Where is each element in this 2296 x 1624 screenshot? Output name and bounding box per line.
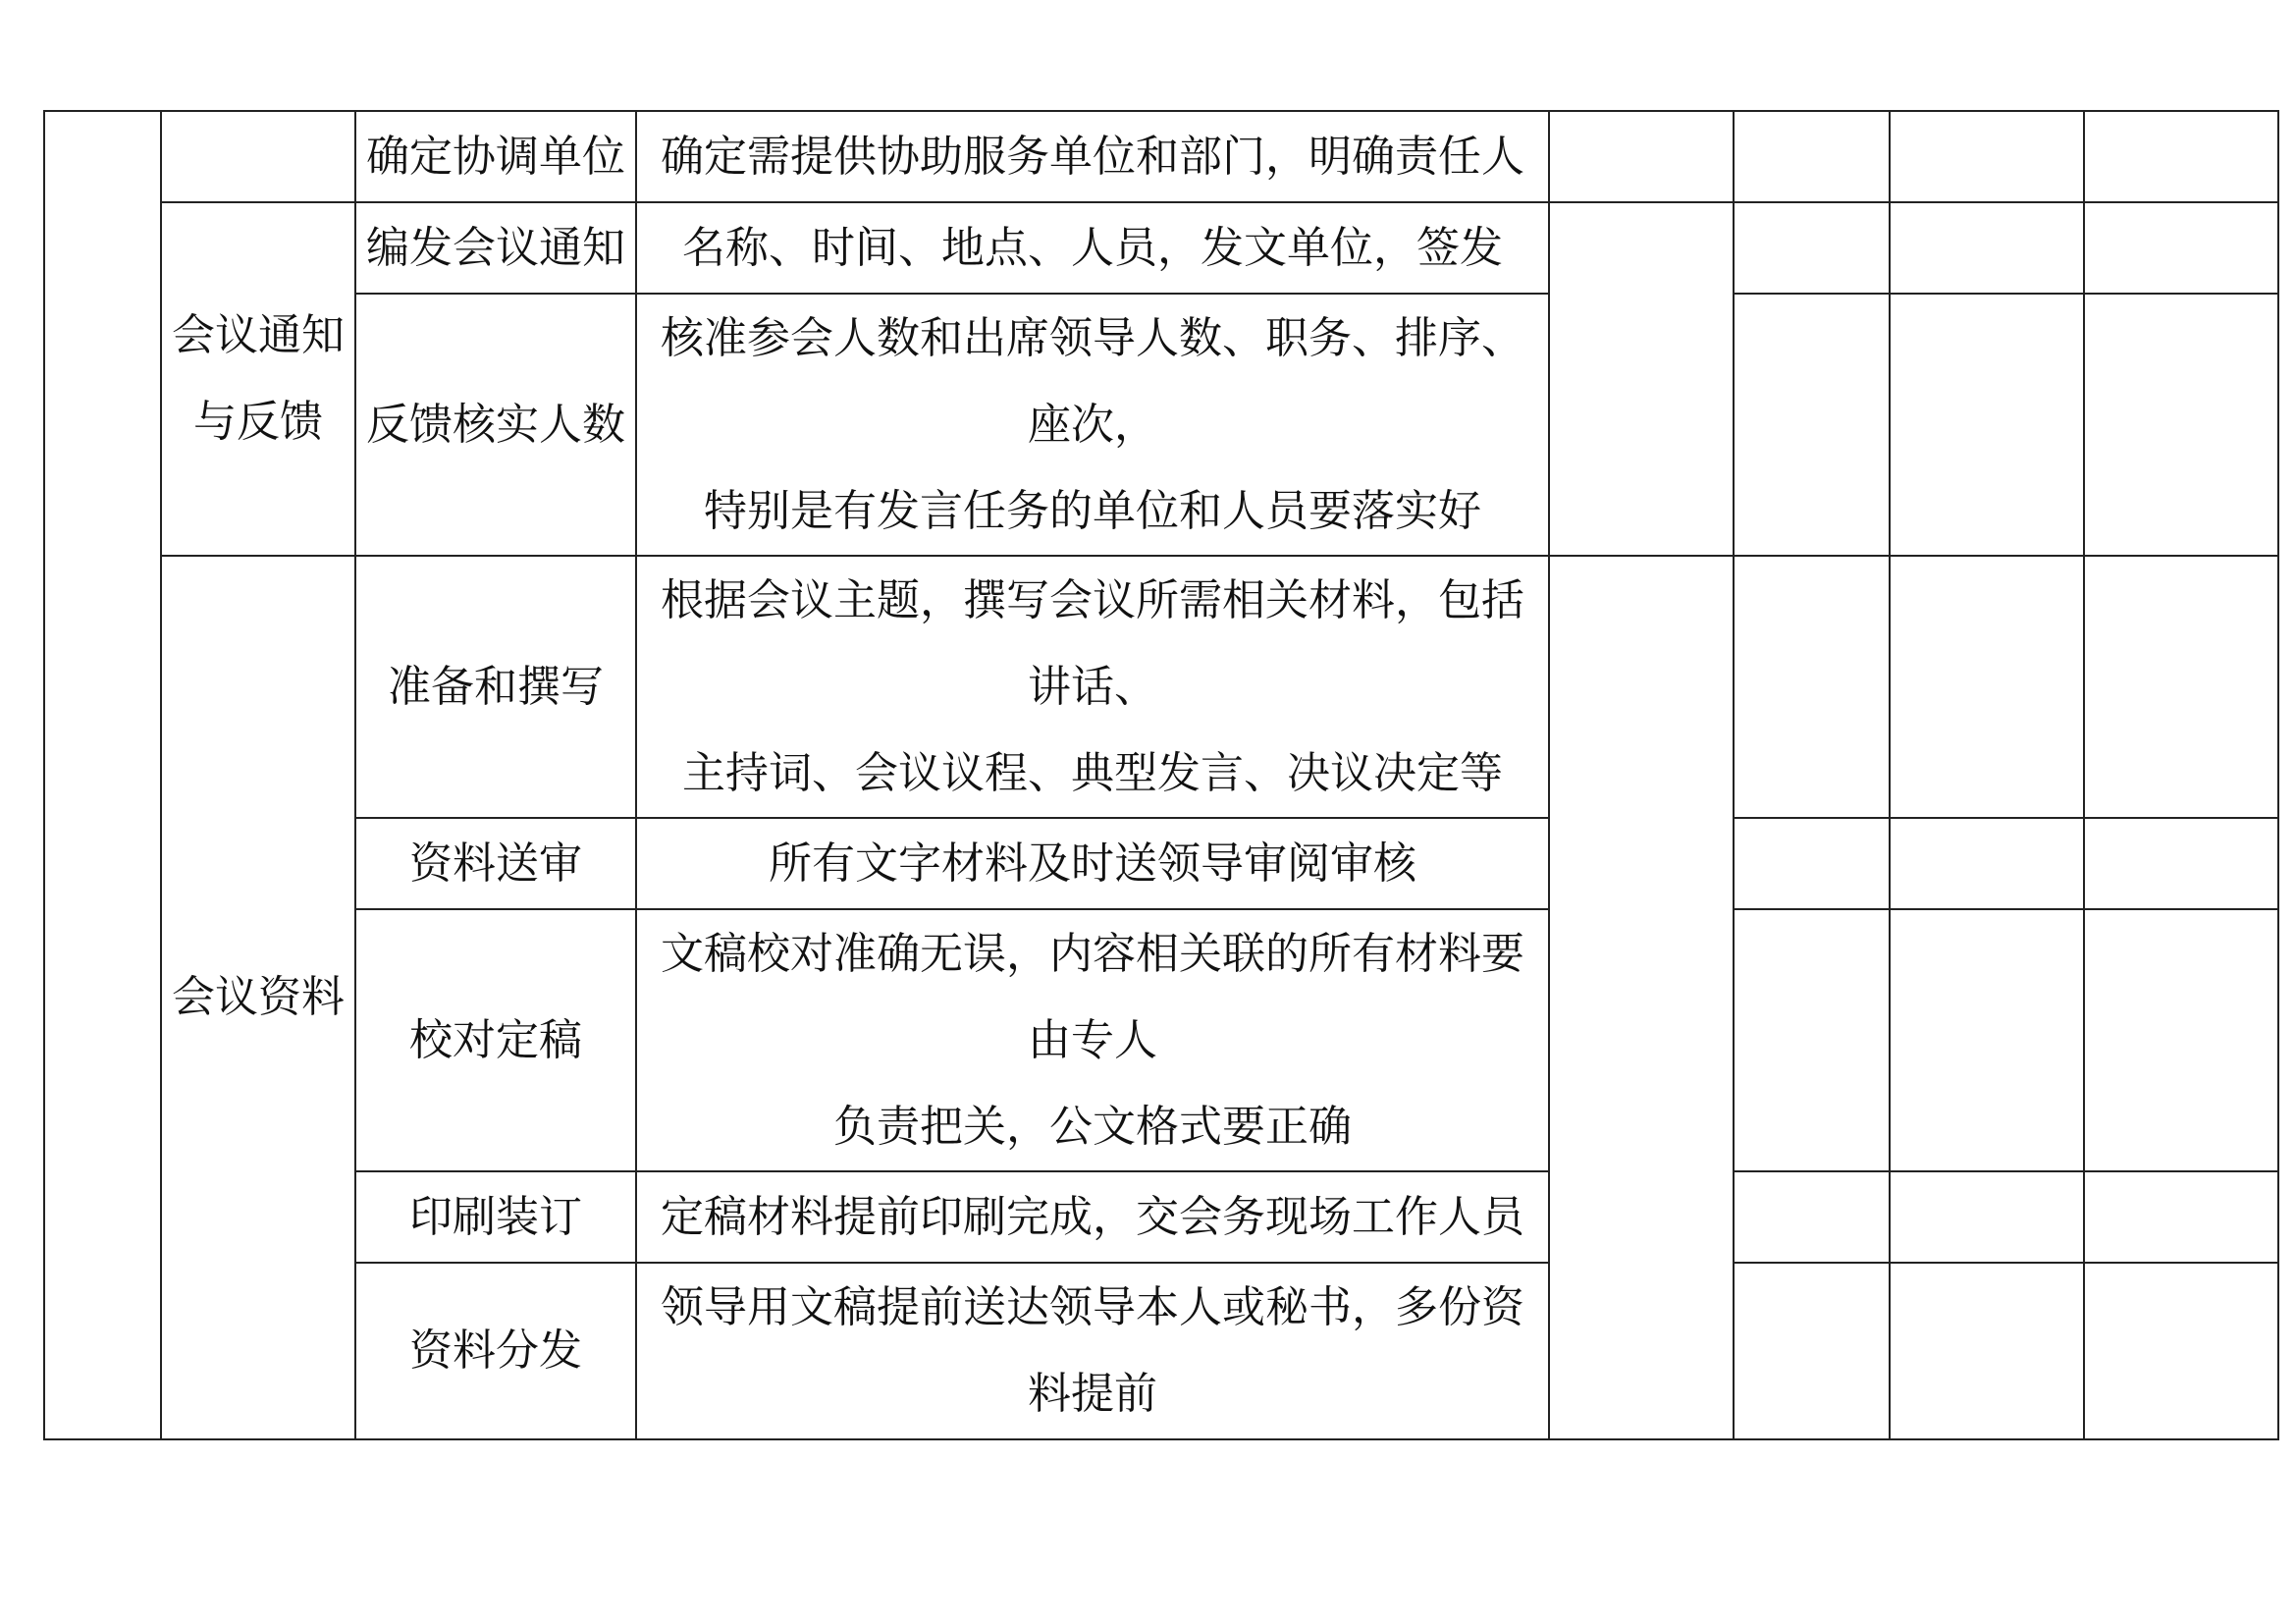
blank-cell	[1549, 556, 1734, 1439]
blank-cell	[1734, 1171, 1890, 1263]
item-cell: 资料分发	[355, 1263, 636, 1439]
category-cell: 会议资料	[161, 556, 355, 1439]
blank-cell	[1734, 111, 1890, 202]
blank-cell	[1890, 1171, 2084, 1263]
item-cell: 反馈核实人数	[355, 294, 636, 556]
blank-cell	[2084, 818, 2278, 909]
table-row	[44, 111, 2278, 202]
description-cell: 根据会议主题，撰写会议所需相关材料，包括 讲话、 主持词、会议议程、典型发言、决议决定等	[636, 556, 1549, 818]
blank-cell	[1734, 1263, 1890, 1439]
task-table	[43, 110, 2279, 1440]
table-row	[44, 909, 2278, 1171]
blank-cell	[1890, 111, 2084, 202]
blank-cell	[1890, 1263, 2084, 1439]
description-cell: 定稿材料提前印刷完成，交会务现场工作人员	[636, 1171, 1549, 1263]
table-row	[44, 1263, 2278, 1439]
item-cell: 校对定稿	[355, 909, 636, 1171]
item-cell: 资料送审	[355, 818, 636, 909]
blank-cell	[2084, 1263, 2278, 1439]
blank-cell	[1734, 294, 1890, 556]
blank-cell	[1890, 818, 2084, 909]
blank-cell	[2084, 111, 2278, 202]
item-cell: 编发会议通知	[355, 202, 636, 294]
description-cell: 领导用文稿提前送达领导本人或秘书，多份资 料提前	[636, 1263, 1549, 1439]
blank-cell	[1734, 202, 1890, 294]
item-cell: 准备和撰写	[355, 556, 636, 818]
blank-cell	[1734, 556, 1890, 818]
blank-cell	[2084, 1171, 2278, 1263]
blank-cell	[1549, 202, 1734, 556]
category-cell: 会议通知 与反馈	[161, 202, 355, 556]
table-row	[44, 1171, 2278, 1263]
blank-cell	[1890, 556, 2084, 818]
blank-cell	[1890, 294, 2084, 556]
blank-cell	[1734, 818, 1890, 909]
blank-cell	[1890, 202, 2084, 294]
table-row	[44, 294, 2278, 556]
description-cell: 核准参会人数和出席领导人数、职务、排序、 座次， 特别是有发言任务的单位和人员要落实好	[636, 294, 1549, 556]
table-row	[44, 556, 2278, 818]
item-cell: 印刷装订	[355, 1171, 636, 1263]
blank-cell	[1734, 909, 1890, 1171]
item-cell: 确定协调单位	[355, 111, 636, 202]
description-cell: 文稿校对准确无误，内容相关联的所有材料要 由专人 负责把关，公文格式要正确	[636, 909, 1549, 1171]
table-row	[44, 818, 2278, 909]
blank-cell	[2084, 202, 2278, 294]
description-cell: 名称、时间、地点、人员，发文单位，签发	[636, 202, 1549, 294]
blank-cell	[2084, 294, 2278, 556]
blank-cell	[2084, 556, 2278, 818]
blank-cell	[1549, 111, 1734, 202]
stage-cell	[44, 111, 161, 1439]
blank-cell	[2084, 909, 2278, 1171]
description-cell: 确定需提供协助服务单位和部门，明确责任人	[636, 111, 1549, 202]
table-row	[44, 202, 2278, 294]
description-cell: 所有文字材料及时送领导审阅审核	[636, 818, 1549, 909]
blank-cell	[1890, 909, 2084, 1171]
category-cell	[161, 111, 355, 202]
